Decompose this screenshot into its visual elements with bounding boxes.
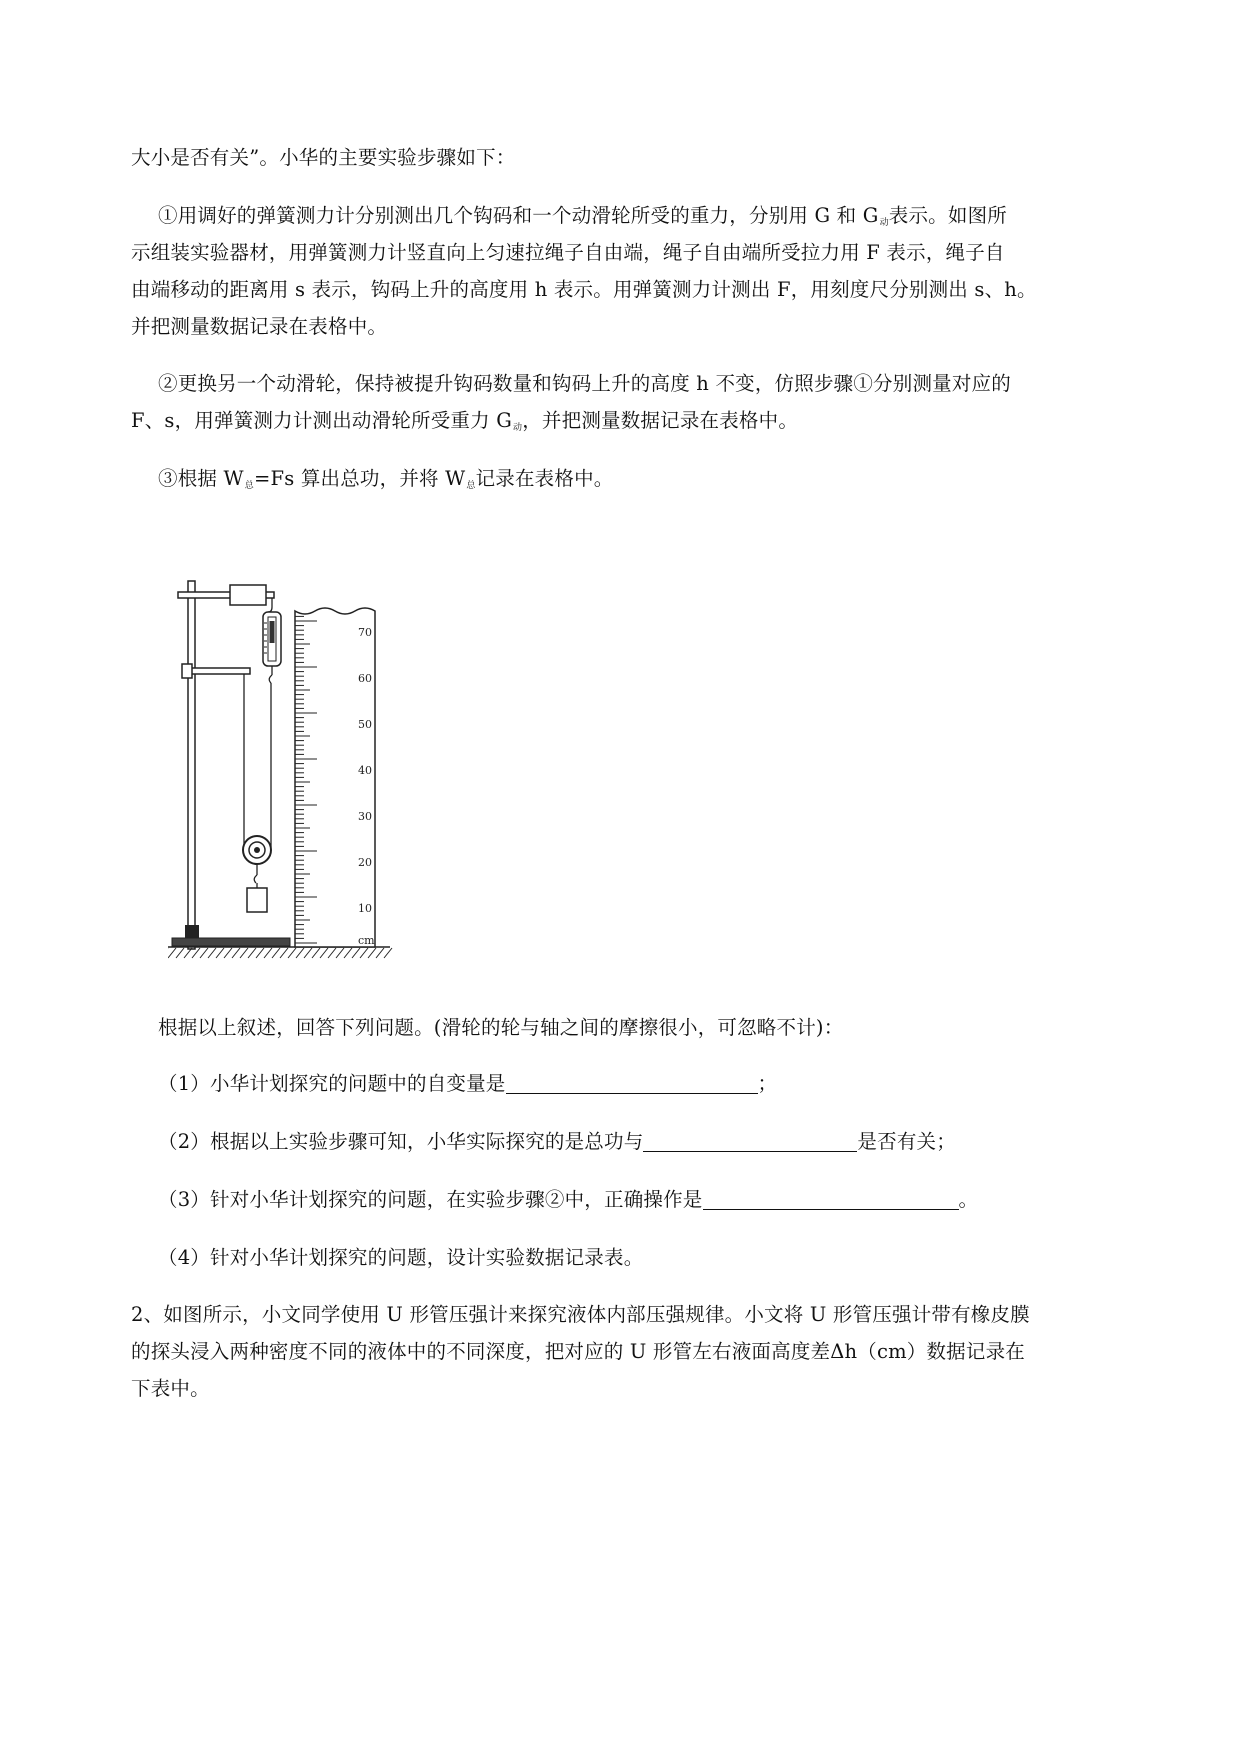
subscript: 总 (466, 481, 476, 491)
answer-blank[interactable] (506, 1073, 758, 1094)
answer-blank[interactable] (643, 1131, 857, 1152)
lower-rod (184, 668, 250, 674)
hatch-line (312, 948, 320, 958)
weight (247, 888, 267, 912)
stand-base (172, 938, 290, 946)
question-1 (158, 1068, 777, 1096)
hatch-line (336, 948, 344, 958)
hatch-line (328, 948, 336, 958)
hatch-line (344, 948, 352, 958)
subscript: 动 (879, 218, 889, 228)
question-text: ； (757, 1072, 778, 1095)
ruler-tick-label: 40 (358, 764, 372, 777)
text-span: F、s，用弹簧测力计测出动滑轮所受重力 G (131, 409, 513, 432)
ruler-tick-label: 30 (358, 810, 372, 823)
lower-clamp (182, 664, 192, 678)
text-line: 大小是否有关”。小华的主要实验步骤如下： (131, 146, 516, 169)
hook (268, 598, 272, 612)
question-intro: 根据以上叙述，回答下列问题。(滑轮的轮与轴之间的摩擦很小，可忽略不计)： (158, 1016, 844, 1039)
question-4: （4）针对小华计划探究的问题，设计实验数据记录表。 (158, 1246, 644, 1269)
hatch-line (360, 948, 368, 958)
question-text: 。 (958, 1188, 979, 1211)
hatch-line (232, 948, 240, 958)
step-1-line (158, 200, 1007, 228)
question-2 (158, 1126, 956, 1154)
hatch-line (384, 948, 392, 958)
hatch-line (376, 948, 384, 958)
problem-2-line: 下表中。 (131, 1377, 210, 1400)
ruler-tick-label: 20 (358, 856, 372, 869)
ruler-tick-label: cm (358, 934, 375, 947)
apparatus-figure (168, 575, 428, 1035)
hatch-line (264, 948, 272, 958)
hatch-line (272, 948, 280, 958)
ruler-tick-label: 10 (358, 902, 372, 915)
hatch-line (368, 948, 376, 958)
ruler-tick-label: 70 (358, 626, 372, 639)
movable-pulley (243, 836, 271, 883)
spring-scale (263, 612, 281, 683)
ground-hatching (168, 948, 392, 958)
hatch-line (240, 948, 248, 958)
step-1-line: 由端移动的距离用 s 表示，钩码上升的高度用 h 表示。用弹簧测力计测出 F，用刻度尺分别测出 s、h。 (131, 278, 1037, 301)
text-span: 记录在表格中。 (475, 467, 614, 490)
hatch-line (320, 948, 328, 958)
question-text: 是否有关； (857, 1130, 956, 1153)
hatch-line (216, 948, 224, 958)
step-2-line (131, 405, 798, 433)
hatch-line (200, 948, 208, 958)
problem-2-line: 2、如图所示，小文同学使用 U 形管压强计来探究液体内部压强规律。小文将 U 形管压强计带有橡皮膜 (131, 1303, 1030, 1326)
hatch-line (248, 948, 256, 958)
subscript: 总 (244, 481, 254, 491)
step-1-line: 示组装实验器材，用弹簧测力计竖直向上匀速拉绳子自由端，绳子自由端所受拉力用 F 表示，绳子自 (131, 241, 1005, 264)
text-span: ，并把测量数据记录在表格中。 (522, 409, 799, 432)
step-2-line: ②更换另一个动滑轮，保持被提升钩码数量和钩码上升的高度 h 不变，仿照步骤①分别测量对应的 (158, 372, 1011, 395)
hatch-line (280, 948, 288, 958)
hatch-line (352, 948, 360, 958)
question-text: （3）针对小华计划探究的问题，在实验步骤②中，正确操作是 (158, 1188, 703, 1211)
hatch-line (304, 948, 312, 958)
stand-pole (188, 581, 195, 949)
meter-ruler (295, 608, 375, 947)
hatch-line (208, 948, 216, 958)
ruler-tick-label: 50 (358, 718, 372, 731)
hatch-line (168, 948, 176, 958)
text-span: 表示。如图所 (888, 204, 1007, 227)
hatch-line (296, 948, 304, 958)
text-span: =Fs 算出总功，并将 W (253, 467, 466, 490)
subscript: 动 (513, 423, 523, 433)
hatch-line (176, 948, 184, 958)
problem-2-line: 的探头浸入两种密度不同的液体中的不同深度，把对应的 U 形管左右液面高度差Δh（cm）数据记录在 (131, 1340, 1025, 1363)
question-3 (158, 1184, 978, 1212)
question-text: （2）根据以上实验步骤可知，小华实际探究的是总功与 (158, 1130, 644, 1153)
hatch-line (224, 948, 232, 958)
text-span: ①用调好的弹簧测力计分别测出几个钩码和一个动滑轮所受的重力，分别用 G 和 G (158, 204, 879, 227)
question-text: （1）小华计划探究的问题中的自变量是 (158, 1072, 506, 1095)
top-clamp (230, 585, 266, 605)
hatch-line (256, 948, 264, 958)
answer-blank[interactable] (703, 1189, 959, 1210)
hatch-line (288, 948, 296, 958)
text-span: ③根据 W (158, 467, 244, 490)
step-3-line (158, 463, 613, 491)
step-1-line: 并把测量数据记录在表格中。 (131, 315, 388, 338)
ruler-tick-label: 60 (358, 672, 372, 685)
